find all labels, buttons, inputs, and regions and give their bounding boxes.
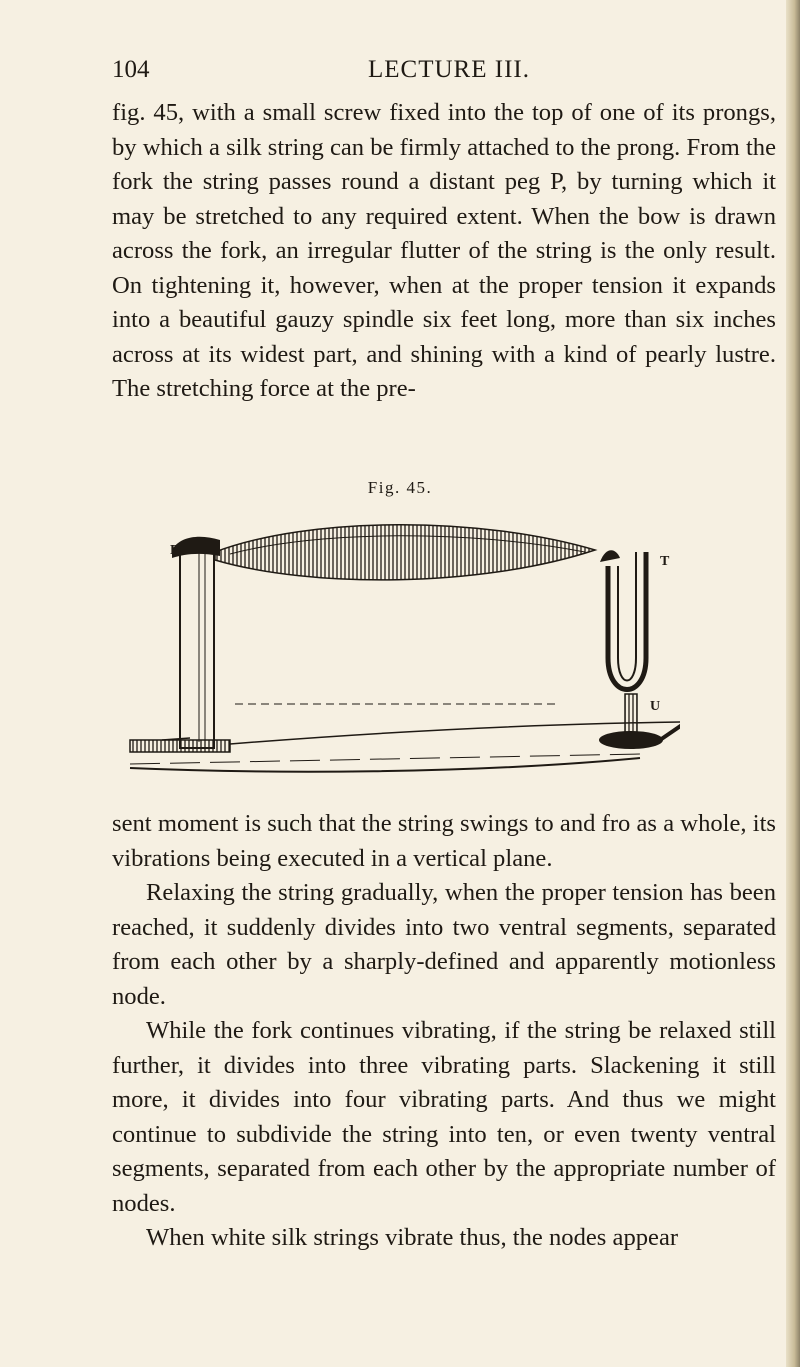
paragraph: While the fork continues vibrating, if the string be relaxed still further, it divides into three vibrating parts. Slackening it still more, it divides into four vibrating parts. And thus we might continue to subdivide the string into ten, or even twenty ventral segments, separated from each other by the appropriate number of nodes. (112, 1017, 776, 1217)
figure-45-illustration (120, 508, 680, 778)
page-header (112, 56, 712, 90)
tuning-fork (599, 550, 680, 749)
peg-stand (130, 537, 230, 752)
paragraph: sent moment is such that the string swings to and fro as a whole, its vibrations being executed in a vertical plane. (112, 810, 776, 872)
paragraph: When white silk strings vibrate thus, the nodes appear (146, 1224, 679, 1251)
vibrating-string-spindle (215, 525, 595, 580)
paragraph: Relaxing the string gradually, when the proper tension has been reached, it suddenly divides into two ventral segments, separated from each other by a sharply-defined and apparently motionless node. (112, 879, 776, 1010)
label-u: U (650, 699, 661, 714)
body-text-bottom (112, 807, 776, 1256)
body-text-top (112, 96, 776, 407)
label-t: T (660, 554, 670, 569)
running-head: LECTURE III. (368, 56, 530, 83)
page-number: 104 (112, 56, 150, 83)
baseboard (130, 758, 640, 772)
label-p: P (170, 543, 179, 558)
page-edge-shadow (786, 0, 800, 1367)
figure-caption: Fig. 45. (367, 478, 433, 497)
paragraph: fig. 45, with a small screw fixed into the top of one of its prongs, by which a silk string can be firmly attached to the prong. From the fork the string passes round a distant peg P, by turning which it may be stretched to any required extent. When the bow is drawn across the fork, an irregular flutter of the string is the only result. On tightening it, however, when at the proper tension it expands into a beautiful gauzy spindle six feet long, more than six inches across at its widest part, and shining with a kind of pearly lustre. The stretching force at the pre- (112, 99, 776, 402)
